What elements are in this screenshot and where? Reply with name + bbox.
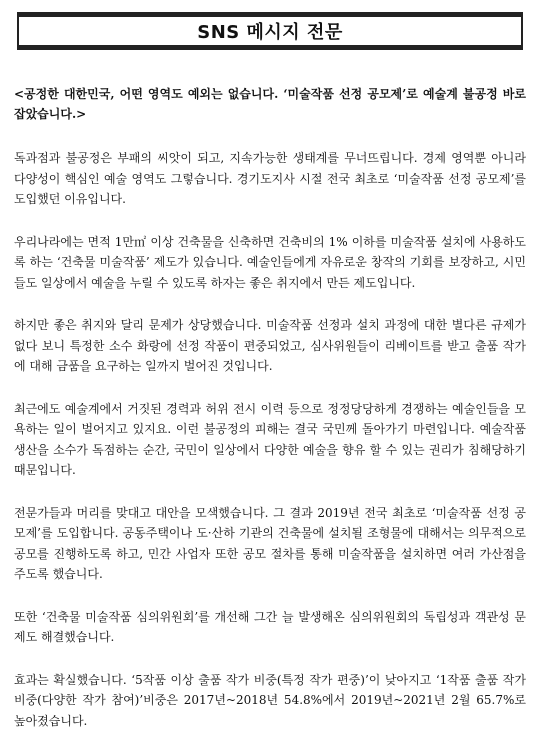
paragraph-6: 또한 ‘건축물 미술작품 심의위원회’를 개선해 그간 늘 발생해온 심의위원회의 독립성과 객관성 문제도 해결했습니다. [14,609,526,644]
paragraph-3: 하지만 좋은 취지와 달리 문제가 상당했습니다. 미술작품 선정과 설치 과정에 대한 별다른 규제가 없다 보니 특정한 소수 화랑에 선정 작품이 편중되었고, 심사위원들이 리베이트를 받고 출품 작가에 대해 금품을 요구하는 일까지 벌어진 것입니다. [14,318,526,373]
paragraph-7: 효과는 확실했습니다. ‘5작품 이상 출품 작가 비중(특정 작가 편중)’이 낮아지고 ‘1작품 출품 작가 비중(다양한 작가 참여)’비중은 2017년~2018년 54.8%에서 2019년~2021년 2월 65.7%로 높아졌습니다. [14,672,526,728]
paragraph-5: 전문가들과 머리를 맞대고 대안을 모색했습니다. 그 결과 2019년 전국 최초로 ‘미술작품 선정 공모제’를 도입합니다. 공동주택이나 도·산하 기관의 건축물에 설치될 조형물에 대해서는 의무적으로 공모를 진행하도록 하고, 민간 사업자 또한 공모 절차를 통해 미술작품을 설치하면 여러 가산점을 주도록 했습니다. [14,505,526,581]
paragraph-2: 우리나라에는 면적 1만㎡ 이상 건축물을 신축하면 건축비의 1% 이하를 미술작품 설치에 사용하도록 하는 ‘건축물 미술작품’ 제도가 있습니다. 예술인들에게 자유로운 창작의 기회를 보장하고, 시민들도 일상에서 예술을 누릴 수 있도록 하자는 좋은 취지에서 만든 제도입니다. [14,234,526,290]
paragraph-1: 독과점과 불공정은 부패의 씨앗이 되고, 지속가능한 생태계를 무너뜨립니다. 경제 영역뿐 아니라 다양성이 핵심인 예술 영역도 그렇습니다. 경기도지사 시절 전국 최초로 ‘미술작품 선정 공모제’를 도입했던 이유입니다. [14,151,526,206]
page-title: SNS 메시지 전문 [197,22,343,43]
lead-statement: <공정한 대한민국, 어떤 영역도 예외는 없습니다. ‘미술작품 선정 공모제’로 예술계 불공정 바로 잡았습니다.> [14,87,526,121]
paragraph-4: 최근에도 예술계에서 거짓된 경력과 허위 전시 이력 등으로 정정당당하게 경쟁하는 예술인들을 모욕하는 일이 벌어지고 있지요. 이런 불공정의 피해는 결국 국민께 돌아가기 마련입니다. 예술작품 생산을 소수가 독점하는 순간, 국민이 일상에서 다양한 예술을 향유 할 수 있는 권리가 침해당하기 때문입니다. [14,401,526,477]
title-box [17,12,523,50]
